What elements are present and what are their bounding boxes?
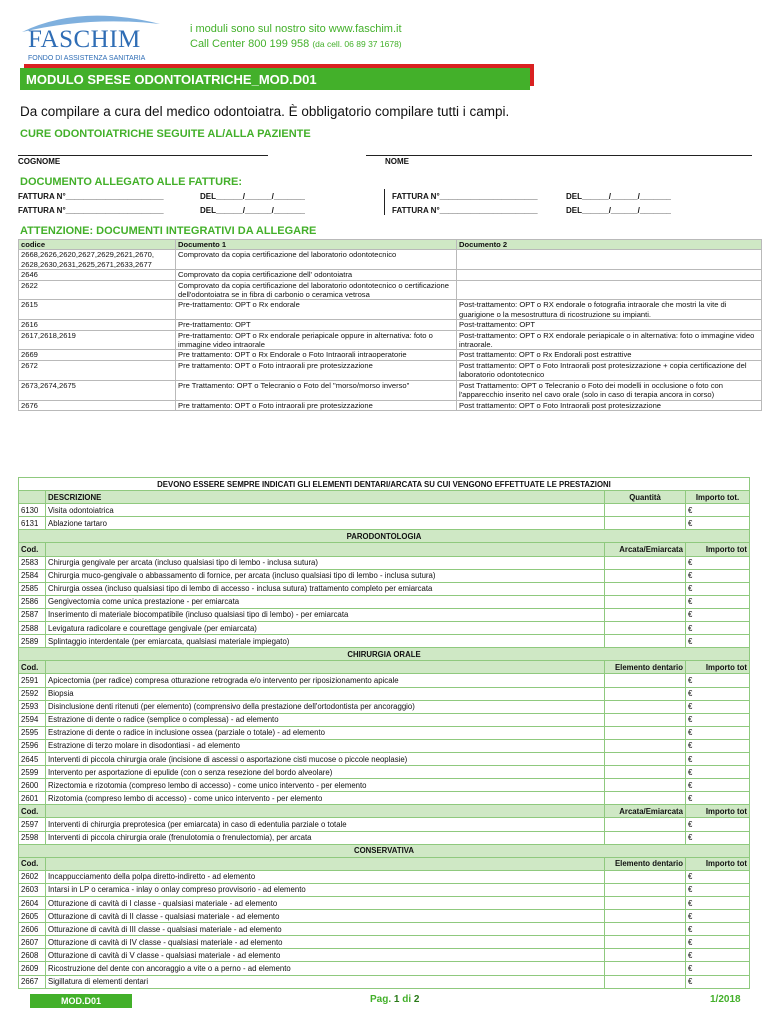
unit-input[interactable] xyxy=(605,595,686,608)
description-header-row xyxy=(19,491,750,504)
service-code: 2589 xyxy=(19,635,46,648)
amount-input[interactable]: € xyxy=(686,870,750,883)
service-description: Interventi di chirurgia preprotesica (per emiarcata) in caso di edentulia parziale o totale xyxy=(46,818,605,831)
table-row xyxy=(19,713,750,726)
document-2: Post Trattamento: OPT o Telecranio o Foto dei modelli in occlusione o foto con l'apparecchio inserito nel cavo orale (solo in caso di terapia ancora in corso) xyxy=(457,380,762,400)
service-code: 2602 xyxy=(19,870,46,883)
document-code: 2622 xyxy=(19,280,176,300)
amount-header: Importo tot. xyxy=(686,491,750,504)
page-total: 2 xyxy=(413,994,420,1005)
service-code: 2645 xyxy=(19,752,46,765)
quantity-header: Quantità xyxy=(605,491,686,504)
chirurgia-header-row xyxy=(19,661,750,674)
chirurgia-arcata-header-row xyxy=(19,805,750,818)
cognome-field[interactable] xyxy=(18,155,268,156)
unit-input[interactable] xyxy=(605,713,686,726)
service-code: 2601 xyxy=(19,792,46,805)
logo-text: FASCHIM xyxy=(28,26,141,53)
table-row xyxy=(19,870,750,883)
call-center: Call Center 800 199 958 xyxy=(190,38,310,50)
documents-row xyxy=(19,400,762,410)
documents-row xyxy=(19,250,762,270)
amount-input[interactable]: € xyxy=(686,831,750,844)
service-description: Ricostruzione del dente con ancoraggio a vite o a perno - ad elemento xyxy=(46,962,605,975)
nome-label: NOME xyxy=(385,157,409,166)
amount-input[interactable]: € xyxy=(686,975,750,988)
footer-date: 1/2018 xyxy=(710,994,741,1005)
amount-input[interactable]: € xyxy=(686,897,750,910)
document-code: 2615 xyxy=(19,300,176,320)
service-description: Gengivectomia come unica prestazione - per emiarcata xyxy=(46,595,605,608)
document-code: 2668,2626,2620,2627,2629,2621,2670, 2628,2630,2631,2625,2671,2633,2677 xyxy=(19,250,176,270)
amount-input[interactable]: € xyxy=(686,700,750,713)
table-row xyxy=(19,608,750,621)
conservativa-header-row xyxy=(19,857,750,870)
document-code: 2617,2618,2619 xyxy=(19,330,176,350)
table-row xyxy=(19,726,750,739)
blank-header xyxy=(46,857,605,870)
amount-input[interactable]: € xyxy=(686,962,750,975)
table-row xyxy=(19,687,750,700)
service-code: 2592 xyxy=(19,687,46,700)
service-description: Visita odontoiatrica xyxy=(46,504,605,517)
cod-header: Cod. xyxy=(19,661,46,674)
table-row xyxy=(19,766,750,779)
del-field-1[interactable]: DEL______/______/_______ xyxy=(200,192,305,201)
unit-input[interactable] xyxy=(605,936,686,949)
documents-row xyxy=(19,270,762,280)
unit-input[interactable] xyxy=(605,831,686,844)
service-description: Splintaggio interdentale (per emiarcata, qualsiasi materiale impiegato) xyxy=(46,635,605,648)
table-row xyxy=(19,818,750,831)
table-row xyxy=(19,595,750,608)
parodontologia-header-row xyxy=(19,543,750,556)
form-title: MODULO SPESE ODONTOIATRICHE_MOD.D01 xyxy=(20,68,530,90)
amount-input[interactable]: € xyxy=(686,517,750,530)
amount-input[interactable]: € xyxy=(686,910,750,923)
amount-header: Importo tot xyxy=(686,805,750,818)
unit-input[interactable] xyxy=(605,949,686,962)
service-description: Rizotomia (compreso lembo di accesso) - come unico intervento - per elemento xyxy=(46,792,605,805)
document-1: Pre-trattamento: OPT o Rx endorale periapicale oppure in alternativa: foto o immagine video intraorale xyxy=(176,330,457,350)
invoice-divider xyxy=(384,189,385,215)
unit-input[interactable] xyxy=(605,739,686,752)
service-code: 2585 xyxy=(19,582,46,595)
unit-input[interactable] xyxy=(605,792,686,805)
document-code: 2676 xyxy=(19,400,176,410)
documents-row xyxy=(19,320,762,330)
service-description: Levigatura radicolare e courettage gengivale (per emiarcata) xyxy=(46,622,605,635)
service-code: 2584 xyxy=(19,569,46,582)
amount-input[interactable]: € xyxy=(686,674,750,687)
service-description: Intervento per asportazione di epulide (con o senza resezione del bordo alveolare) xyxy=(46,766,605,779)
section-chirurgia-orale-title: CHIRURGIA ORALE xyxy=(19,648,750,661)
table-row xyxy=(19,910,750,923)
unit-input[interactable] xyxy=(605,870,686,883)
amount-input[interactable]: € xyxy=(686,923,750,936)
table-row xyxy=(19,635,750,648)
documents-row xyxy=(19,300,762,320)
unit-input[interactable] xyxy=(605,752,686,765)
amount-input[interactable]: € xyxy=(686,635,750,648)
section-conservativa-title: CONSERVATIVA xyxy=(19,844,750,857)
service-description: Incappucciamento della polpa diretto-indiretto - ad elemento xyxy=(46,870,605,883)
unit-input[interactable] xyxy=(605,556,686,569)
document-2: Post trattamento: OPT o Foto Intraorali post protesizzazione xyxy=(457,400,762,410)
fattura-field-4[interactable]: FATTURA N°______________________ xyxy=(392,206,538,215)
invoices-heading: DOCUMENTO ALLEGATO ALLE FATTURE: xyxy=(20,176,243,188)
section-parodontologia xyxy=(19,530,750,543)
intro-text: Da compilare a cura del medico odontoiatra. È obbligatorio compilare tutti i campi. xyxy=(20,104,510,119)
service-code: 2603 xyxy=(19,883,46,896)
service-code: 2599 xyxy=(19,766,46,779)
service-description: Otturazione di cavità di I classe - qualsiasi materiale - ad elemento xyxy=(46,897,605,910)
amount-header: Importo tot xyxy=(686,857,750,870)
table-row xyxy=(19,897,750,910)
banner-row xyxy=(19,478,750,491)
prestazioni-banner: DEVONO ESSERE SEMPRE INDICATI GLI ELEMENTI DENTARI/ARCATA SU CUI VENGONO EFFETTUATE LE PRESTAZIONI xyxy=(19,478,750,491)
blank-header xyxy=(46,543,605,556)
service-description: Sigillatura di elementi dentari xyxy=(46,975,605,988)
unit-input[interactable] xyxy=(605,923,686,936)
unit-input[interactable] xyxy=(605,897,686,910)
document-1: Pre Trattamento: OPT o Telecranio o Foto del "morso/morso inverso" xyxy=(176,380,457,400)
document-2 xyxy=(457,280,762,300)
table-row xyxy=(19,739,750,752)
service-code: 2594 xyxy=(19,713,46,726)
document-code: 2673,2674,2675 xyxy=(19,380,176,400)
document-code: 2616 xyxy=(19,320,176,330)
amount-input[interactable]: € xyxy=(686,752,750,765)
amount-input[interactable]: € xyxy=(686,556,750,569)
service-code: 2667 xyxy=(19,975,46,988)
blank-header xyxy=(19,491,46,504)
service-code: 2588 xyxy=(19,622,46,635)
document-2: Post trattamento: OPT o Foto Intraorali post protesizzazione + copia certificazione del laboratorio odontotecnico xyxy=(457,360,762,380)
description-header: DESCRIZIONE xyxy=(46,491,605,504)
service-code: 2608 xyxy=(19,949,46,962)
fattura-field-2[interactable]: FATTURA N°______________________ xyxy=(18,206,164,215)
service-code: 2600 xyxy=(19,779,46,792)
table-row xyxy=(19,752,750,765)
service-description: Chirurgia muco-gengivale o abbassamento di fornice, per arcata (incluso qualsiasi tipo di lembo - inclusa sutura) xyxy=(46,569,605,582)
table-row xyxy=(19,504,750,517)
amount-input[interactable]: € xyxy=(686,687,750,700)
document-2: Post-trattamento: OPT xyxy=(457,320,762,330)
amount-input[interactable]: € xyxy=(686,883,750,896)
table-row xyxy=(19,556,750,569)
document-1: Pre trattamento: OPT o Rx Endorale o Foto Intraorali intraoperatorie xyxy=(176,350,457,360)
table-row xyxy=(19,975,750,988)
unit-input[interactable] xyxy=(605,726,686,739)
table-row xyxy=(19,831,750,844)
unit-input[interactable] xyxy=(605,608,686,621)
cognome-label: COGNOME xyxy=(18,157,61,166)
table-row xyxy=(19,792,750,805)
service-code: 2609 xyxy=(19,962,46,975)
unit-header: Arcata/Emiarcata xyxy=(605,805,686,818)
del-field-3[interactable]: DEL______/______/_______ xyxy=(566,192,671,201)
amount-input[interactable]: € xyxy=(686,622,750,635)
unit-input[interactable] xyxy=(605,674,686,687)
cell-number: (da cell. 06 89 37 1678) xyxy=(312,39,402,49)
unit-input[interactable] xyxy=(605,975,686,988)
table-row xyxy=(19,622,750,635)
service-code: 2605 xyxy=(19,910,46,923)
table-row xyxy=(19,923,750,936)
amount-input[interactable]: € xyxy=(686,936,750,949)
amount-input[interactable]: € xyxy=(686,818,750,831)
unit-header: Arcata/Emiarcata xyxy=(605,543,686,556)
documents-row xyxy=(19,380,762,400)
service-description: Interventi di piccola chirurgia orale (incisione di ascessi o asportazione cisti mucose o piccole neoplasie) xyxy=(46,752,605,765)
service-description: Estrazione di dente o radice in inclusione ossea (parziale o totale) - ad elemento xyxy=(46,726,605,739)
service-code: 2604 xyxy=(19,897,46,910)
section-conservativa xyxy=(19,844,750,857)
page-indicator xyxy=(370,994,419,1005)
document-2: Post-trattamento: OPT o RX endorale periapicale o in alternativa: foto o immagine video intraorale. xyxy=(457,330,762,350)
table-row xyxy=(19,569,750,582)
blank-header xyxy=(46,661,605,674)
service-code: 2596 xyxy=(19,739,46,752)
service-description: Otturazione di cavità di V classe - qualsiasi materiale - ad elemento xyxy=(46,949,605,962)
logo-subtitle: FONDO DI ASSISTENZA SANITARIA xyxy=(28,55,146,62)
service-code: 2587 xyxy=(19,608,46,621)
service-code: 2597 xyxy=(19,818,46,831)
unit-input[interactable] xyxy=(605,962,686,975)
service-description: Interventi di piccola chirurgia orale (frenulotomia o frenulectomia), per arcata xyxy=(46,831,605,844)
service-description: Disinclusione denti ritenuti (per elemento) (comprensivo della prestazione dell'ortodontista per ancoraggio) xyxy=(46,700,605,713)
amount-input[interactable]: € xyxy=(686,504,750,517)
del-field-4[interactable]: DEL______/______/_______ xyxy=(566,206,671,215)
service-code: 2598 xyxy=(19,831,46,844)
unit-header: Elemento dentario xyxy=(605,857,686,870)
col-codice: codice xyxy=(19,240,176,250)
page-number: 1 xyxy=(393,994,400,1005)
page-prefix: Pag. xyxy=(370,994,392,1005)
document-code: 2672 xyxy=(19,360,176,380)
service-description: Otturazione di cavità di IV classe - qualsiasi materiale - ad elemento xyxy=(46,936,605,949)
col-documento-1: Documento 1 xyxy=(176,240,457,250)
unit-input[interactable] xyxy=(605,766,686,779)
amount-header: Importo tot xyxy=(686,661,750,674)
document-1: Comprovato da copia certificazione del laboratorio odontotecnico o certificazione dell'odontoiatra se in fibra di carbonio o ceramica vetrosa xyxy=(176,280,457,300)
service-code: 2595 xyxy=(19,726,46,739)
unit-header: Elemento dentario xyxy=(605,661,686,674)
amount-input[interactable]: € xyxy=(686,713,750,726)
amount-input[interactable]: € xyxy=(686,792,750,805)
document-2 xyxy=(457,270,762,280)
docs-heading: ATTENZIONE: DOCUMENTI INTEGRATIVI DA ALLEGARE xyxy=(20,225,317,237)
table-row xyxy=(19,962,750,975)
service-description: Chirurgia ossea (incluso qualsiasi tipo di lembo di accesso - inclusa sutura) trattamento completo per emiarcata xyxy=(46,582,605,595)
document-1: Comprovato da copia certificazione dell' odontoiatra xyxy=(176,270,457,280)
service-description: Intarsi in LP o ceramica - inlay o onlay compreso provvisorio - ad elemento xyxy=(46,883,605,896)
table-row xyxy=(19,779,750,792)
document-1: Comprovato da copia certificazione del laboratorio odontotecnico xyxy=(176,250,457,270)
cod-header: Cod. xyxy=(19,857,46,870)
documents-row xyxy=(19,350,762,360)
table-row xyxy=(19,949,750,962)
service-code: 2606 xyxy=(19,923,46,936)
patient-heading: CURE ODONTOIATRICHE SEGUITE AL/ALLA PAZIENTE xyxy=(20,128,311,140)
service-code: 6131 xyxy=(19,517,46,530)
fattura-field-1[interactable]: FATTURA N°______________________ xyxy=(18,192,164,201)
amount-header: Importo tot xyxy=(686,543,750,556)
amount-input[interactable]: € xyxy=(686,726,750,739)
document-1: Pre-trattamento: OPT o Rx endorale xyxy=(176,300,457,320)
unit-input[interactable] xyxy=(605,910,686,923)
service-description: Estrazione di terzo molare in disodontiasi - ad elemento xyxy=(46,739,605,752)
nome-field[interactable] xyxy=(366,155,752,156)
documents-table xyxy=(18,239,762,411)
service-code: 2583 xyxy=(19,556,46,569)
page-of: di xyxy=(402,994,412,1005)
amount-input[interactable]: € xyxy=(686,582,750,595)
documents-row xyxy=(19,360,762,380)
table-row xyxy=(19,674,750,687)
table-row xyxy=(19,517,750,530)
document-1: Pre trattamento: OPT o Foto intraorali pre protesizzazione xyxy=(176,360,457,380)
service-description: Otturazione di cavità di II classe - qualsiasi materiale - ad elemento xyxy=(46,910,605,923)
service-code: 2593 xyxy=(19,700,46,713)
unit-input[interactable] xyxy=(605,635,686,648)
prestazioni-table-body xyxy=(19,478,750,989)
document-1: Pre trattamento: OPT o Foto intraorali pre protesizzazione xyxy=(176,400,457,410)
faschim-logo xyxy=(20,10,170,62)
amount-input[interactable]: € xyxy=(686,595,750,608)
documents-row xyxy=(19,280,762,300)
call-center-line xyxy=(190,38,402,50)
table-row xyxy=(19,883,750,896)
unit-input[interactable] xyxy=(605,818,686,831)
document-code: 2646 xyxy=(19,270,176,280)
service-description: Ablazione tartaro xyxy=(46,517,605,530)
cod-header: Cod. xyxy=(19,805,46,818)
service-code: 6130 xyxy=(19,504,46,517)
prestazioni-table xyxy=(18,477,750,989)
service-code: 2586 xyxy=(19,595,46,608)
service-description: Biopsia xyxy=(46,687,605,700)
table-row xyxy=(19,700,750,713)
unit-input[interactable] xyxy=(605,700,686,713)
service-description: Rizectomia e rizotomia (compreso lembo di accesso) - come unico intervento - per elemento xyxy=(46,779,605,792)
documents-header-row xyxy=(19,240,762,250)
service-code: 2607 xyxy=(19,936,46,949)
service-description: Estrazione di dente o radice (semplice o complessa) - ad elemento xyxy=(46,713,605,726)
document-2 xyxy=(457,250,762,270)
table-row xyxy=(19,582,750,595)
service-description: Apicectomia (per radice) compresa otturazione retrograda e/o intervento per riposizionamento apicale xyxy=(46,674,605,687)
document-2: Post-trattamento: OPT o RX endorale o fotografia intraorale che mostri la vite di guarigione o la mesostruttura di ricostruzione su impianti. xyxy=(457,300,762,320)
unit-input[interactable] xyxy=(605,883,686,896)
document-code: 2669 xyxy=(19,350,176,360)
unit-input[interactable] xyxy=(605,504,686,517)
col-documento-2: Documento 2 xyxy=(457,240,762,250)
unit-input[interactable] xyxy=(605,687,686,700)
unit-input[interactable] xyxy=(605,622,686,635)
fattura-field-3[interactable]: FATTURA N°______________________ xyxy=(392,192,538,201)
amount-input[interactable]: € xyxy=(686,949,750,962)
site-line: i moduli sono sul nostro sito www.faschim.it xyxy=(190,23,402,35)
unit-input[interactable] xyxy=(605,517,686,530)
blank-header xyxy=(46,805,605,818)
table-row xyxy=(19,936,750,949)
amount-input[interactable]: € xyxy=(686,766,750,779)
unit-input[interactable] xyxy=(605,582,686,595)
documents-table-body xyxy=(19,240,762,411)
amount-input[interactable]: € xyxy=(686,779,750,792)
service-code: 2591 xyxy=(19,674,46,687)
del-field-2[interactable]: DEL______/______/_______ xyxy=(200,206,305,215)
unit-input[interactable] xyxy=(605,779,686,792)
service-description: Inserimento di materiale biocompatibile (incluso qualsiasi tipo di lembo) - per emiarcata xyxy=(46,608,605,621)
unit-input[interactable] xyxy=(605,569,686,582)
section-chirurgia-orale xyxy=(19,648,750,661)
footer-badge: MOD.D01 xyxy=(30,994,132,1008)
cod-header: Cod. xyxy=(19,543,46,556)
service-description: Otturazione di cavità di III classe - qualsiasi materiale - ad elemento xyxy=(46,923,605,936)
document-2: Post trattamento: OPT o Rx Endorali post estrattive xyxy=(457,350,762,360)
documents-row xyxy=(19,330,762,350)
amount-input[interactable]: € xyxy=(686,739,750,752)
document-1: Pre-trattamento: OPT xyxy=(176,320,457,330)
service-description: Chirurgia gengivale per arcata (incluso qualsiasi tipo di lembo - inclusa sutura) xyxy=(46,556,605,569)
amount-input[interactable]: € xyxy=(686,569,750,582)
amount-input[interactable]: € xyxy=(686,608,750,621)
section-parodontologia-title: PARODONTOLOGIA xyxy=(19,530,750,543)
